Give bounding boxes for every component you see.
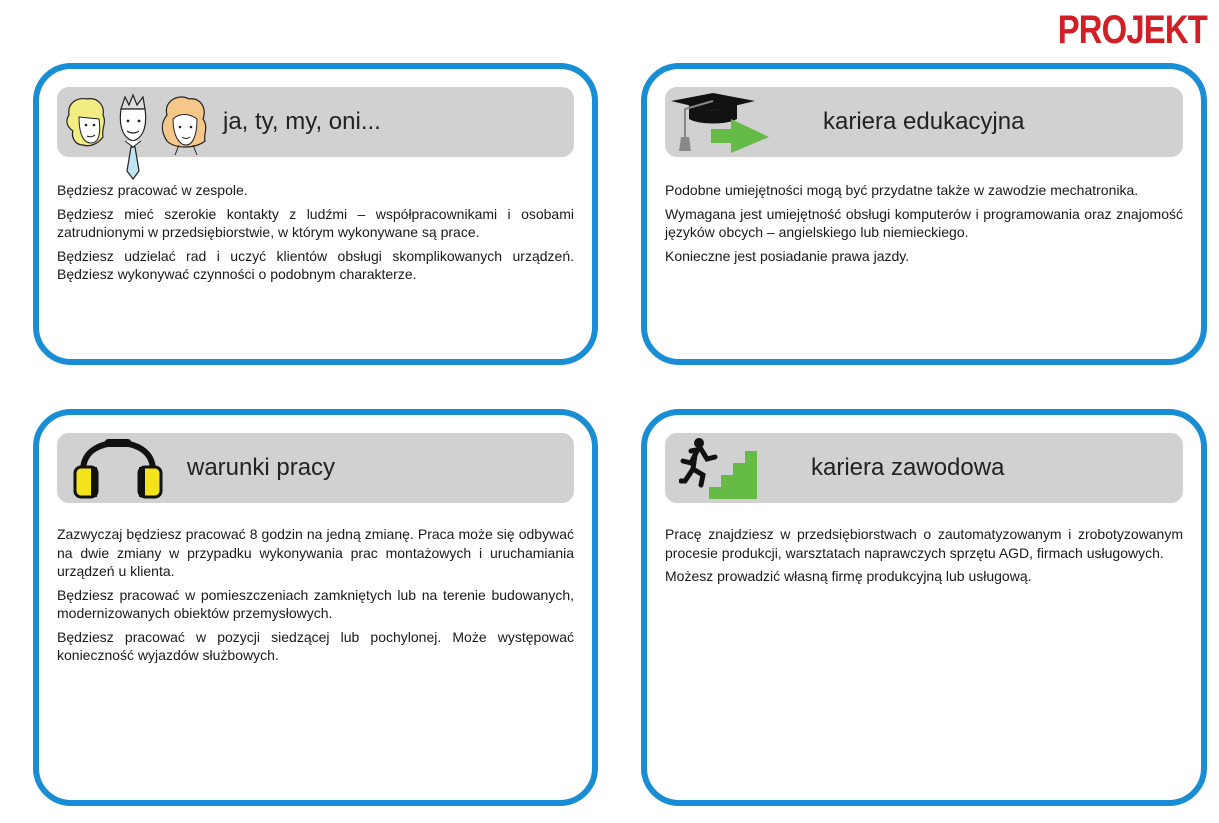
projekt-stamp: PROJEKT (1057, 8, 1207, 52)
paragraph: Będziesz pracować w zespole. (57, 182, 248, 198)
card-title: warunki pracy (187, 454, 336, 481)
card-body (665, 525, 1183, 591)
paragraph: Będziesz mieć szerokie kontakty z ludźmi – współpracownikami i osobami zatrudnionymi w przedsiębiorstwie, w którym wykonywane są prace. (57, 205, 574, 240)
card-career (641, 409, 1207, 806)
card-header (57, 433, 574, 503)
paragraph: Będziesz udzielać rad i uczyć klientów obsługi skomplikowanych urządzeń. Będziesz wykonywać czynności o podobnym charakterze. (57, 247, 574, 282)
card-conditions (33, 409, 598, 806)
graduation-cap-arrow-icon (669, 91, 773, 155)
paragraph: Wymagana jest umiejętność obsługi komputerów i programowania oraz znajomość języków obcych – angielskiego lub niemieckiego. (665, 205, 1183, 240)
card-header (665, 87, 1183, 157)
paragraph: Będziesz pracować w pozycji siedzącej lub pochylonej. Może występować konieczność wyjazdów służbowych. (57, 628, 574, 663)
card-team (33, 63, 598, 365)
card-header (57, 87, 574, 157)
card-header (665, 433, 1183, 503)
paragraph: Pracę znajdziesz w przedsiębiorstwach o zautomatyzowanym i zrobotyzowanym procesie produkcji, warsztatach naprawczych sprzętu AGD, firmach usługowych. (665, 526, 1183, 561)
paragraph: Zazwyczaj będziesz pracować 8 godzin na jedną zmianę. Praca może się odbywać na dwie zmiany w przypadku wykonywania prac montażowych i uruchamiania urządzeń u klienta. (57, 526, 574, 579)
paragraph: Podobne umiejętności mogą być przydatne także w zawodzie mechatronika. (665, 182, 1139, 198)
running-stairs-icon (679, 435, 759, 503)
card-body (57, 181, 574, 289)
paragraph: Konieczne jest posiadanie prawa jazdy. (665, 247, 910, 264)
card-body (665, 181, 1183, 270)
card-title: kariera edukacyjna (823, 108, 1025, 135)
ear-protectors-icon (73, 437, 163, 499)
card-body (57, 525, 574, 670)
paragraph: Będziesz pracować w pomieszczeniach zamkniętych lub na terenie budowanych, modernizowanych obiektów przemysłowych. (57, 586, 574, 621)
card-title: ja, ty, my, oni... (223, 108, 381, 135)
people-faces-icon (63, 93, 213, 181)
card-title: kariera zawodowa (811, 454, 1005, 481)
paragraph: Możesz prowadzić własną firmę produkcyjną lub usługową. (665, 568, 1032, 584)
card-education (641, 63, 1207, 365)
